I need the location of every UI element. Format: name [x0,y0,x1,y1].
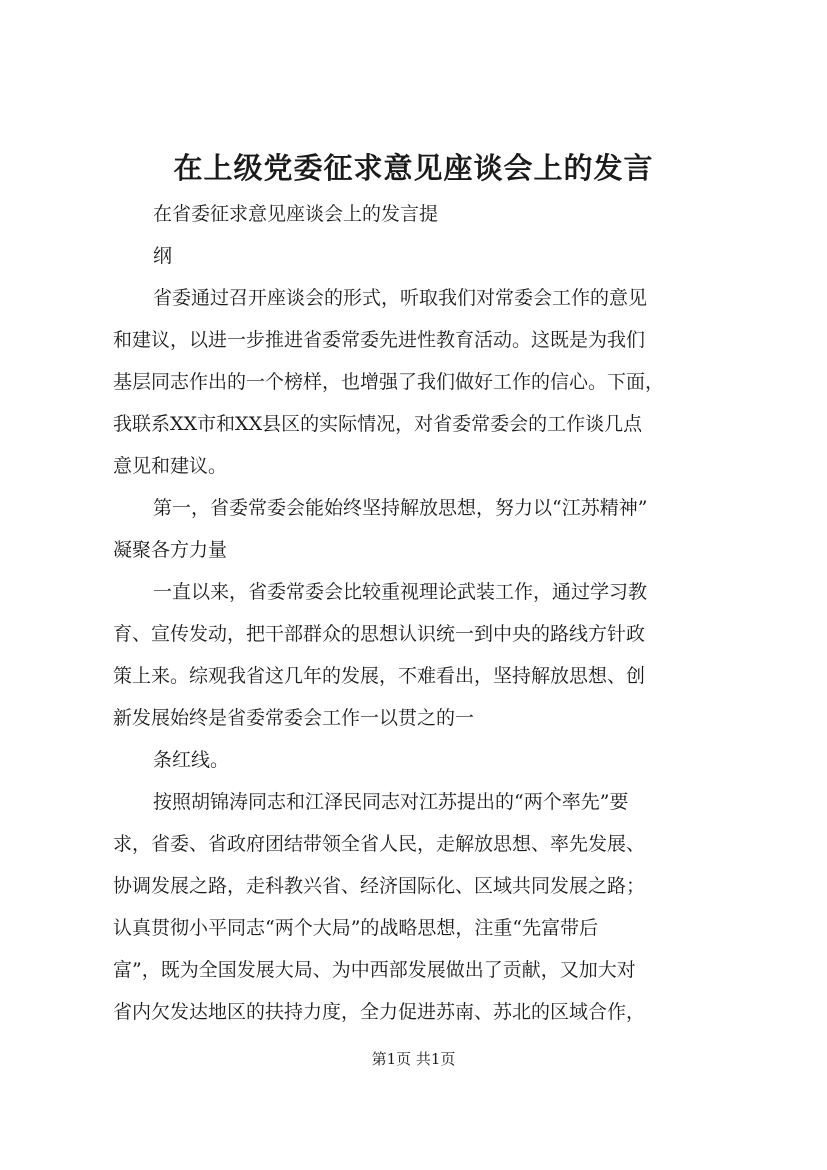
document-line: 意见和建议。 [113,455,228,477]
page-footer: 第1页 共1页 [371,1050,456,1068]
document-line: 基层同志作出的一个榜样，也增强了我们做好工作的信心。下面， [113,371,665,393]
document-line: 省内欠发达地区的扶持力度，全力促进苏南、苏北的区域合作， [113,1001,646,1023]
document-line: 富”，既为全国发展大局、为中西部发展做出了贡献，又加大对 [113,959,636,981]
document-line: 第一，省委常委会能始终坚持解放思想，努力以“江苏精神” [153,497,648,519]
document-body [113,193,733,1033]
document-line: 求，省委、省政府团结带领全省人民，走解放思想、率先发展、 [113,833,646,855]
document-line: 在省委征求意见座谈会上的发言提 [153,203,439,225]
document-line: 协调发展之路，走科教兴省、经济国际化、区域共同发展之路； [113,875,646,897]
document-line: 和建议，以进一步推进省委常委先进性教育活动。这既是为我们 [113,329,646,351]
document-line: 条红线。 [153,749,230,771]
document-line: 一直以来，省委常委会比较重视理论武装工作，通过学习教 [153,581,648,603]
document-line: 新发展始终是省委常委会工作一以贯之的一 [113,707,475,729]
document-line: 纲 [153,245,173,267]
document-line: 我联系XX市和XX县区的实际情况，对省委常委会的工作谈几点 [113,413,643,435]
document-line: 育、宣传发动，把干部群众的思想认识统一到中央的路线方针政 [113,623,646,645]
document-line: 认真贯彻小平同志“两个大局”的战略思想，注重“先富带后 [113,917,599,939]
document-line: 按照胡锦涛同志和江泽民同志对江苏提出的“两个率先”要 [153,791,629,813]
document-line: 凝聚各方力量 [113,539,228,561]
document-line: 策上来。综观我省这几年的发展，不难看出，坚持解放思想、创 [113,665,646,687]
document-title: 在上级党委征求意见座谈会上的发言 [173,151,654,185]
document-line: 省委通过召开座谈会的形式，听取我们对常委会工作的意见 [153,287,648,309]
